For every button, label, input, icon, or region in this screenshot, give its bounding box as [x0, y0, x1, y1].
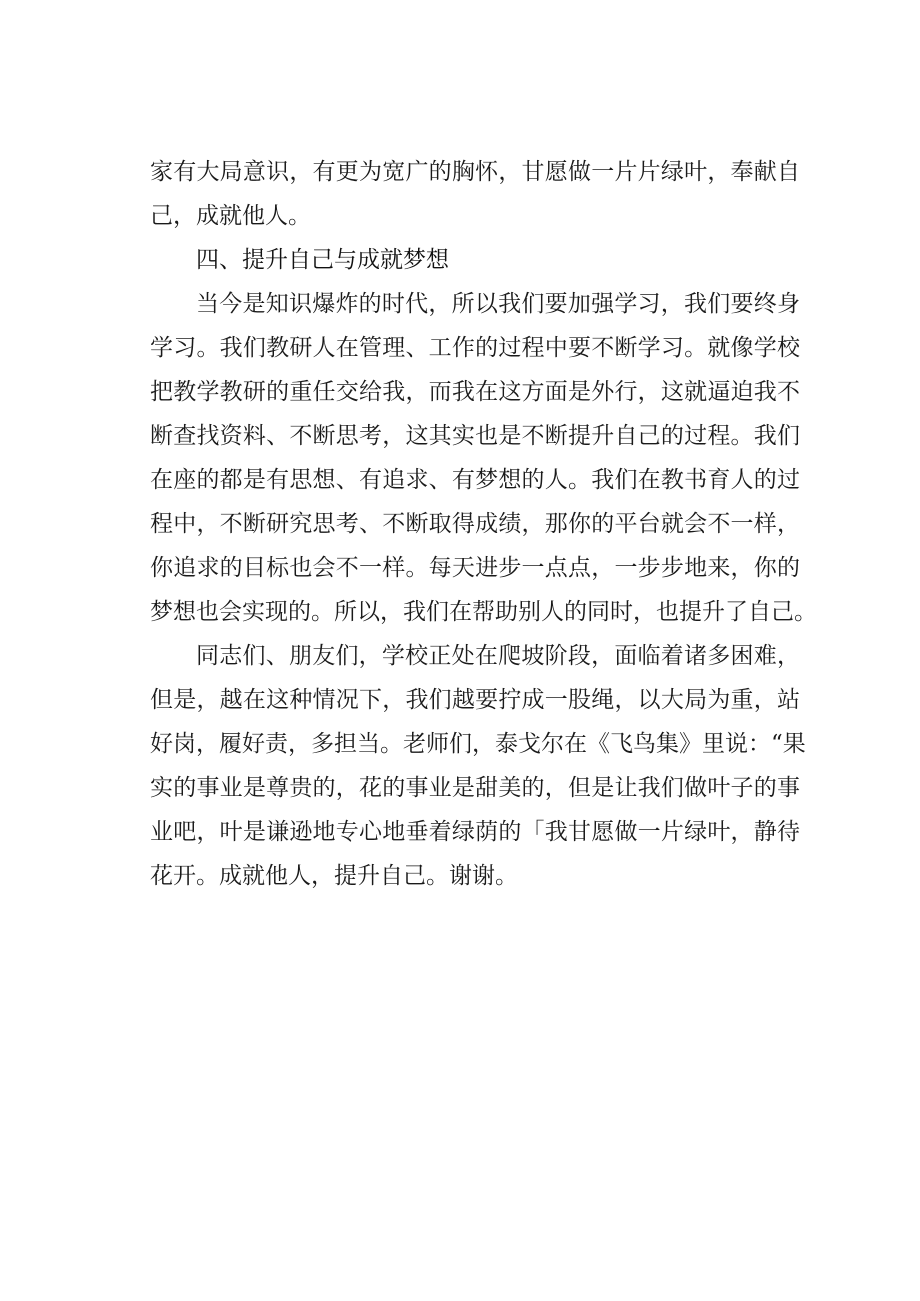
- paragraph-line: 程中，不断研究思考、不断取得成绩，那你的平台就会不一样，: [150, 511, 800, 537]
- paragraph-line: 你追求的目标也会不一样。每天进步一点点，一步步地来，你的: [150, 555, 800, 581]
- section-heading: 四、提升自己与成就梦想: [196, 247, 449, 273]
- document-page: [150, 150, 817, 898]
- paragraph-line: 同志们、朋友们，学校正处在爬坡阶段，面临着诸多困难，: [196, 643, 800, 669]
- paragraph-line: 在座的都是有思想、有追求、有梦想的人。我们在教书育人的过: [150, 467, 800, 493]
- paragraph-intro: [150, 150, 800, 238]
- paragraph-closing: [150, 634, 806, 898]
- paragraph-learning: [150, 282, 817, 634]
- paragraph-line: 业吧，叶是谦逊地专心地垂着绿荫的「我甘愿做一片绿叶，静待: [150, 819, 800, 845]
- paragraph-line: 断查找资料、不断思考，这其实也是不断提升自己的过程。我们: [150, 423, 800, 449]
- paragraph-line: 实的事业是尊贵的，花的事业是甜美的，但是让我们做叶子的事: [150, 775, 800, 801]
- paragraph-line: 家有大局意识，有更为宽广的胸怀，甘愿做一片片绿叶，奉献自: [150, 159, 800, 185]
- paragraph-line: 好岗，履好责，多担当。老师们，泰戈尔在《飞鸟集》里说：“果: [150, 731, 806, 757]
- paragraph-line: 学习。我们教研人在管理、工作的过程中要不断学习。就像学校: [150, 335, 800, 361]
- paragraph-line: 把教学教研的重任交给我，而我在这方面是外行，这就逼迫我不: [150, 379, 800, 405]
- paragraph-line: 己，成就他人。: [150, 203, 311, 229]
- paragraph-line: 当今是知识爆炸的时代，所以我们要加强学习，我们要终身: [196, 291, 800, 317]
- paragraph-line: 但是，越在这种情况下，我们越要拧成一股绳，以大局为重，站: [150, 687, 800, 713]
- paragraph-line: 花开。成就他人，提升自己。谢谢。: [150, 863, 518, 889]
- paragraph-line: 梦想也会实现的。所以，我们在帮助别人的同时，也提升了自己。: [150, 599, 817, 625]
